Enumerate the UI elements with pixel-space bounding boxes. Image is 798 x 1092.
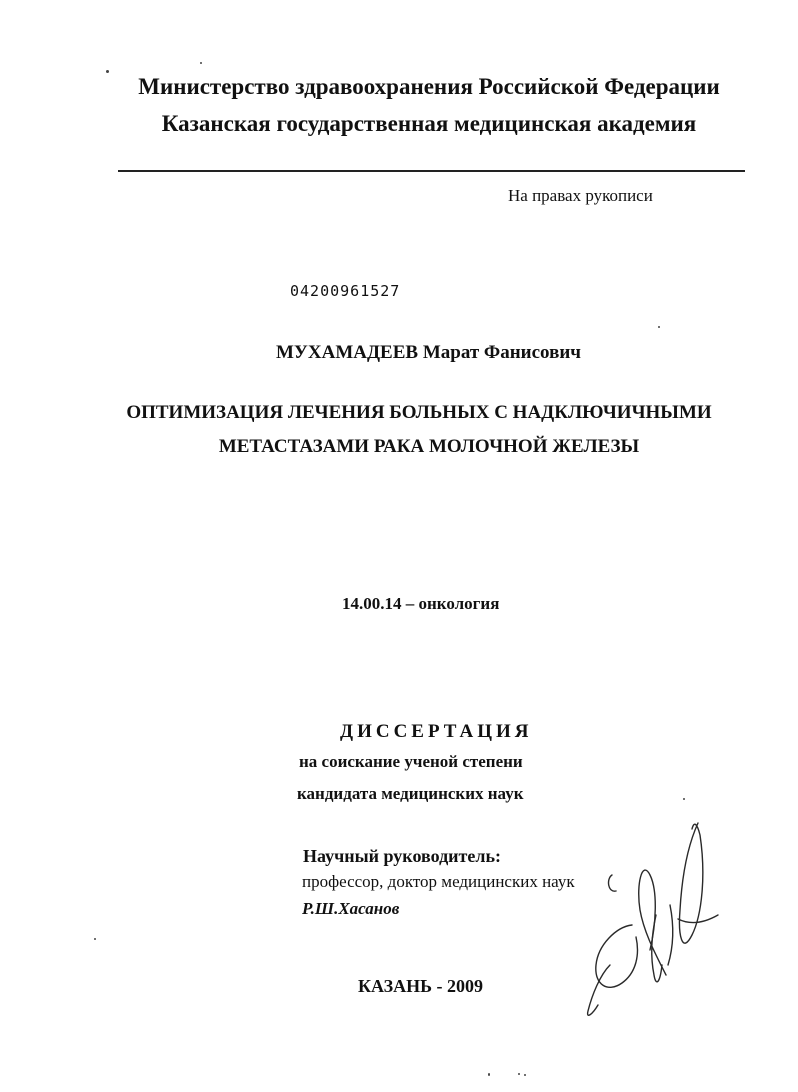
scan-speck (488, 1073, 490, 1076)
ministry-heading: Министерство здравоохранения Российской Федерации (138, 74, 720, 99)
supervisor-description: профессор, доктор медицинских наук (302, 872, 575, 891)
author-name: МУХАМАДЕЕВ Марат Фанисович (276, 342, 582, 363)
scan-speck (200, 62, 202, 64)
degree-line-1: на соискание ученой степени (299, 752, 523, 771)
supervisor-label: Научный руководитель: (303, 846, 501, 866)
rights-note: На правах рукописи (508, 186, 653, 205)
dissertation-title-line-1: ОПТИМИЗАЦИЯ ЛЕЧЕНИЯ БОЛЬНЫХ С НАДКЛЮЧИЧНЫМИ (126, 402, 712, 423)
scan-speck (524, 1074, 526, 1076)
scan-speck (106, 70, 109, 73)
scan-speck (658, 326, 660, 328)
dissertation-heading: ДИССЕРТАЦИЯ (340, 721, 533, 742)
city-year: КАЗАНЬ - 2009 (358, 976, 483, 996)
handwritten-signature (570, 815, 730, 1020)
academy-heading: Казанская государственная медицинская академия (161, 111, 697, 136)
library-stamp-number: 04200961527 (290, 282, 401, 300)
specialty-code: 14.00.14 – онкология (342, 594, 500, 613)
scan-speck (683, 798, 685, 800)
scan-speck (94, 938, 96, 940)
scan-speck (518, 1073, 520, 1075)
dissertation-title-line-2: МЕТАСТАЗАМИ РАКА МОЛОЧНОЙ ЖЕЛЕЗЫ (218, 436, 640, 457)
degree-line-2: кандидата медицинских наук (297, 784, 524, 803)
supervisor-name: Р.Ш.Хасанов (302, 899, 400, 918)
header-divider (118, 170, 745, 172)
